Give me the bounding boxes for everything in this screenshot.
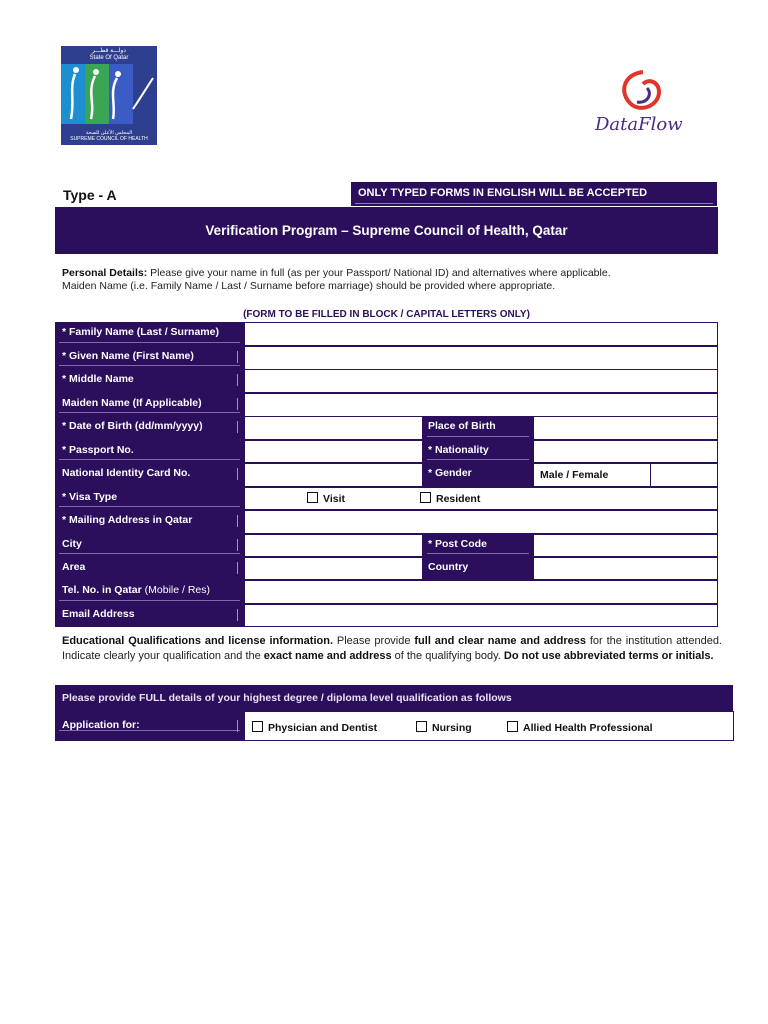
passport-field[interactable]	[244, 440, 423, 463]
national-id-field[interactable]	[244, 463, 423, 487]
allied-health-checkbox[interactable]	[507, 721, 518, 732]
visit-checkbox[interactable]	[307, 492, 318, 503]
application-for-options	[244, 711, 734, 741]
country-field[interactable]	[533, 557, 718, 580]
form-type-label: Type - A	[63, 187, 117, 203]
figures-icon	[61, 64, 157, 124]
degree-details-header: Please provide FULL details of your highest degree / diploma level qualification as follows	[55, 685, 733, 711]
allied-health-option[interactable]: Allied Health Professional	[507, 721, 653, 734]
family-name-field[interactable]	[244, 322, 718, 346]
physician-dentist-option[interactable]: Physician and Dentist	[252, 721, 377, 734]
family-name-label: * Family Name (Last / Surname)	[55, 322, 244, 346]
qatar-health-council-logo	[61, 46, 157, 145]
gender-options[interactable]	[533, 463, 651, 487]
physician-dentist-checkbox[interactable]	[252, 721, 263, 732]
personal-details-heading: Personal Details:	[62, 267, 148, 279]
national-id-label: National Identity Card No.	[55, 463, 244, 487]
passport-label: * Passport No.	[55, 440, 244, 463]
capital-letters-note: (FORM TO BE FILLED IN BLOCK / CAPITAL LETTERS ONLY)	[243, 309, 530, 320]
email-label: Email Address	[55, 604, 244, 627]
nationality-field[interactable]	[533, 440, 718, 463]
visa-type-options	[244, 487, 718, 510]
place-of-birth-label: Place of Birth	[423, 416, 533, 440]
education-instructions: Educational Qualifications and license information. Please provide full and clear name and address for the institution attended. Indicate clearly your qualification and the exact name and address of the qualifying body. Do not use abbreviated terms or initials.	[62, 635, 722, 662]
area-field[interactable]	[244, 557, 423, 580]
middle-name-field[interactable]	[244, 369, 718, 393]
middle-name-label: * Middle Name	[55, 369, 244, 393]
visa-resident-option[interactable]: Resident	[420, 492, 480, 505]
mailing-address-field[interactable]	[244, 510, 718, 534]
given-name-field[interactable]	[244, 346, 718, 370]
resident-checkbox[interactable]	[420, 492, 431, 503]
personal-details-instructions: Personal Details: Please give your name in full (as per your Passport/ National ID) and alternatives where applicable. Maiden Name (i.e. Family Name / Last / Surname before marriage) should be provided where appropriate.	[62, 267, 611, 292]
city-field[interactable]	[244, 534, 423, 557]
dob-field[interactable]	[244, 416, 423, 440]
maiden-name-field[interactable]	[244, 393, 718, 417]
country-label: Country	[423, 557, 533, 580]
tel-field[interactable]	[244, 580, 718, 604]
nursing-checkbox[interactable]	[416, 721, 427, 732]
dob-label: * Date of Birth (dd/mm/yyyy)	[55, 416, 244, 440]
logo-top-text: دولـــة قطـــر State Of Qatar	[89, 48, 129, 61]
gender-extra-field[interactable]	[650, 463, 718, 487]
post-code-field[interactable]	[533, 534, 718, 557]
email-field[interactable]	[244, 604, 718, 627]
dataflow-logo-text: DataFlow	[595, 114, 683, 135]
given-name-label: * Given Name (First Name)	[55, 346, 244, 369]
logo-bottom-text: المجلس الأعلى للصحة SUPREME COUNCIL OF HEALTH	[70, 130, 148, 142]
post-code-label: * Post Code	[423, 534, 533, 557]
dataflow-logo	[575, 66, 705, 138]
swirl-icon	[613, 68, 665, 116]
application-for-label: Application for:	[55, 711, 244, 741]
area-label: Area	[55, 557, 244, 580]
nursing-option[interactable]: Nursing	[416, 721, 472, 734]
tel-label: Tel. No. in Qatar (Mobile / Res)	[55, 580, 244, 604]
visa-visit-option[interactable]: Visit	[307, 492, 345, 505]
visa-type-label: * Visa Type	[55, 487, 244, 510]
mailing-address-label: * Mailing Address in Qatar	[55, 510, 244, 534]
place-of-birth-field[interactable]	[533, 416, 718, 440]
page-title: Verification Program – Supreme Council of Health, Qatar	[55, 207, 718, 254]
nationality-label: * Nationality	[423, 440, 533, 463]
gender-label: * Gender	[423, 463, 533, 487]
city-label: City	[55, 534, 244, 557]
maiden-name-label: Maiden Name (If Applicable)	[55, 393, 244, 416]
english-only-notice: ONLY TYPED FORMS IN ENGLISH WILL BE ACCEPTED	[351, 182, 717, 206]
gender-value: Male / Female	[540, 469, 609, 481]
